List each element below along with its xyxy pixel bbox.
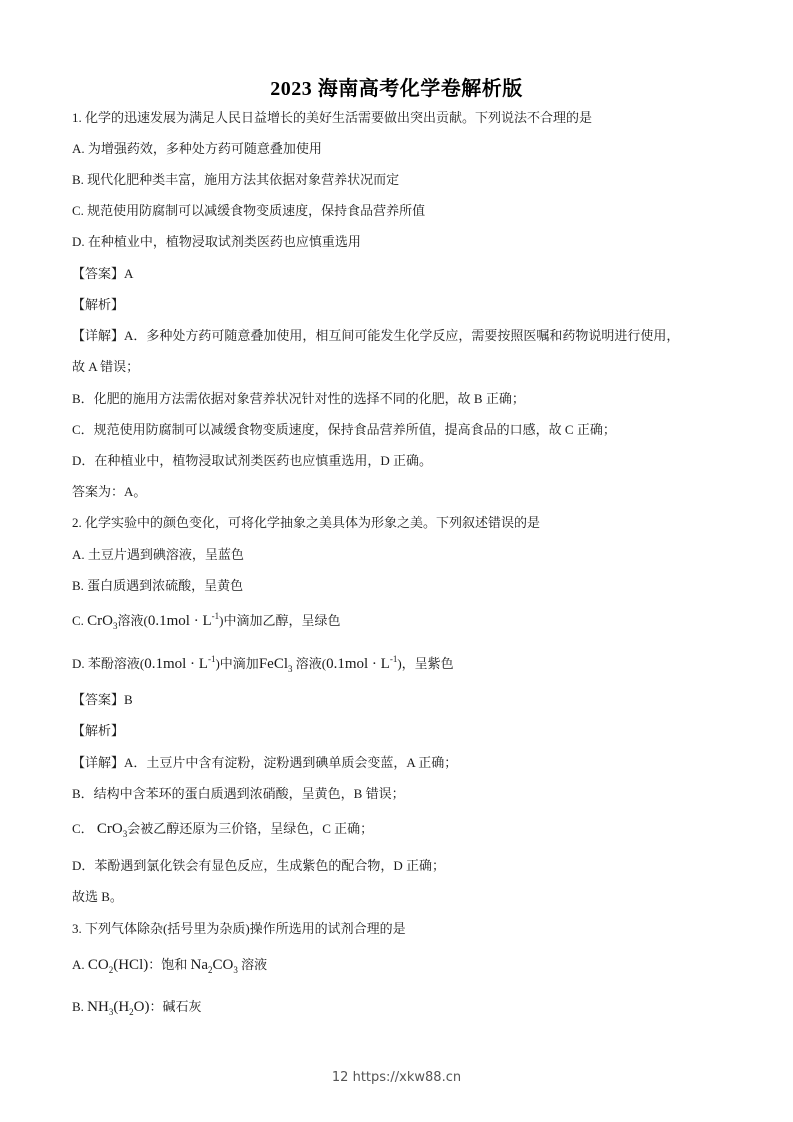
chem-formula-cro3: CrO$_3$ [96, 821, 128, 839]
chem-formula-co2: $CO_2(HCl)$ [87, 957, 149, 975]
q2-option-d: D. 苯酚溶液$(0.1mol \cdot L^{-1})$中滴加FeCl$_3$ 溶液$(0.1mol \cdot L^{-1})$，呈紫色 [72, 654, 454, 674]
page-footer: 12 https://xkw88.cn [331, 1070, 462, 1085]
q2-stem: 2. 化学实验中的颜色变化，可将化学抽象之美具体为形象之美。下列叙述错误的是 [72, 515, 541, 530]
q1-option-c: C. 规范使用防腐制可以减缓食物变质速度，保持食品营养所值 [72, 203, 426, 218]
option-prefix: C. [72, 613, 88, 628]
q2-option-c: C. CrO$_3$溶液$(0.1mol \cdot L^{-1})$中滴加乙醇，呈绿色 [72, 611, 341, 631]
chem-formula-fecl3: FeCl$_3$ [258, 656, 293, 674]
chem-formula-nh3: $NH_3(H_2O)$ [87, 999, 150, 1017]
q1-conclusion: 答案为：A。 [72, 484, 147, 499]
chem-formula-na2co3: $Na_2CO_3$ [190, 957, 238, 975]
q1-detail-line: 【详解】A．多种处方药可随意叠加使用，相互间可能发生化学反应，需要按照医嘱和药物说明进行使用， [72, 328, 680, 343]
q2-option-a: A. 土豆片遇到碘溶液，呈蓝色 [72, 547, 244, 562]
q3-option-b: B. $NH_3(H_2O)$：碱石灰 [72, 999, 202, 1017]
concentration: $0.1mol \cdot L^{-1}$ [147, 611, 220, 629]
concentration: $0.1mol \cdot L^{-1}$ [144, 654, 216, 672]
q1-detail-line: D．在种植业中，植物浸取试剂类医药也应慎重选用，D 正确。 [72, 453, 433, 468]
q1-answer: 【答案】A [72, 266, 134, 281]
q1-detail-line: B．化肥的施用方法需依据对象营养状况针对性的选择不同的化肥，故 B 正确； [72, 391, 525, 406]
q3-stem: 3. 下列气体除杂(括号里为杂质)操作所选用的试剂合理的是 [72, 921, 406, 936]
concentration: $0.1mol \cdot L^{-1}$ [326, 654, 398, 672]
q2-analysis-label: 【解析】 [72, 723, 125, 738]
q1-option-d: D. 在种植业中，植物浸取试剂类医药也应慎重选用 [72, 234, 361, 249]
q1-option-a: A. 为增强药效，多种处方药可随意叠加使用 [72, 141, 322, 156]
q2-conclusion: 故选 B。 [72, 889, 123, 904]
document-title: 2023 海南高考化学卷解析版 [270, 78, 523, 100]
q2-answer: 【答案】B [72, 692, 133, 707]
q1-option-b: B. 现代化肥种类丰富，施用方法其依据对象营养状况而定 [72, 172, 400, 187]
q2-detail-line: B．结构中含苯环的蛋白质遇到浓硝酸，呈黄色，B 错误； [72, 786, 405, 801]
q1-detail-line: C．规范使用防腐制可以减缓食物变质速度，保持食品营养所值，提高食品的口感，故 C 正确； [72, 422, 616, 437]
q2-option-b: B. 蛋白质遇到浓硫酸，呈黄色 [72, 578, 244, 593]
q1-analysis-label: 【解析】 [72, 297, 125, 312]
q1-detail-line: 故 A 错误； [72, 359, 140, 374]
q2-detail-line: 【详解】A．土豆片中含有淀粉，淀粉遇到碘单质会变蓝，A 正确； [72, 755, 458, 770]
q2-detail-line: D．苯酚遇到氯化铁会有显色反应，生成紫色的配合物，D 正确； [72, 858, 446, 873]
q3-option-a: A. $CO_2(HCl)$：饱和 $Na_2CO_3$ 溶液 [72, 957, 268, 975]
q1-stem: 1. 化学的迅速发展为满足人民日益增长的美好生活需要做出突出贡献。下列说法不合理的是 [72, 110, 593, 125]
chem-formula-cro3: CrO$_3$ [87, 613, 118, 631]
q2-detail-line: C． CrO$_3$会被乙醇还原为三价铬，呈绿色，C 正确； [72, 821, 374, 839]
